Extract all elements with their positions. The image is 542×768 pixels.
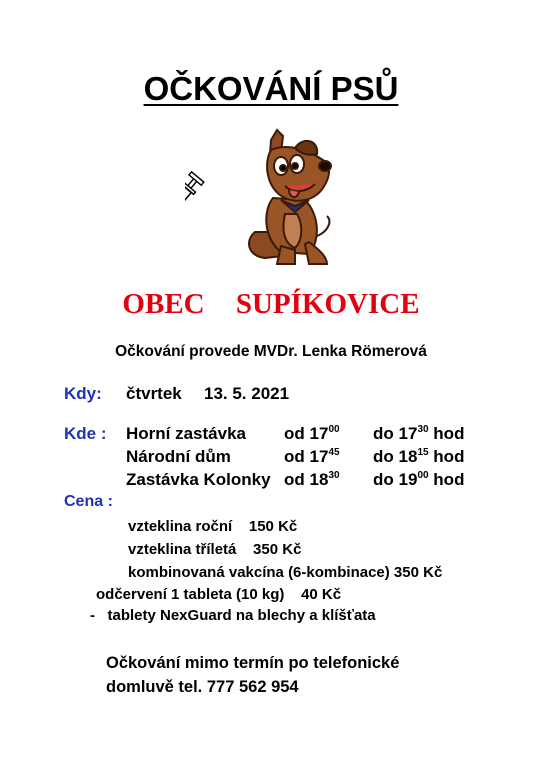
page-title: OČKOVÁNÍ PSŮ — [143, 70, 399, 107]
price-item: - tablety NexGuard na blechy a klíšťata — [90, 607, 376, 624]
price-item: kombinovaná vakcína (6-kombinace) 350 Kč — [128, 564, 443, 581]
note-line: domluvě tel. 777 562 954 — [106, 678, 299, 696]
dog-icon — [249, 130, 331, 264]
stop-from: od $17^{00}$ — [284, 424, 340, 443]
stop-to: do $17^{30}$ hod — [373, 424, 465, 443]
stop-to: do $19^{00}$ hod — [373, 470, 465, 489]
stop-from: od $18^{30}$ — [284, 470, 340, 489]
dog-and-syringe-illustration — [185, 128, 355, 273]
syringe-icon — [185, 172, 204, 248]
when-date: 13. 5. 2021 — [204, 384, 290, 403]
stop-from: od $17^{45}$ — [284, 447, 340, 466]
stop-to: do $18^{15}$ hod — [373, 447, 465, 466]
price-label: Cena : — [64, 493, 113, 510]
note-line: Očkování mimo termín po telefonické — [106, 654, 400, 672]
stop-place: Národní dům — [126, 447, 231, 466]
price-item: vzteklina roční 150 Kč — [128, 518, 298, 535]
when-label: Kdy: — [64, 384, 102, 403]
stop-place: Horní zastávka — [126, 424, 246, 443]
where-label: Kde : — [64, 424, 107, 443]
vet-line: Očkování provede MVDr. Lenka Römerová — [115, 343, 427, 360]
stop-place: Zastávka Kolonky — [126, 470, 271, 489]
village-name: OBEC SUPÍKOVICE — [122, 288, 420, 320]
when-day: čtvrtek — [126, 384, 182, 403]
price-item: vzteklina tříletá 350 Kč — [128, 541, 302, 558]
price-item: odčervení 1 tableta (10 kg) 40 Kč — [96, 586, 342, 603]
